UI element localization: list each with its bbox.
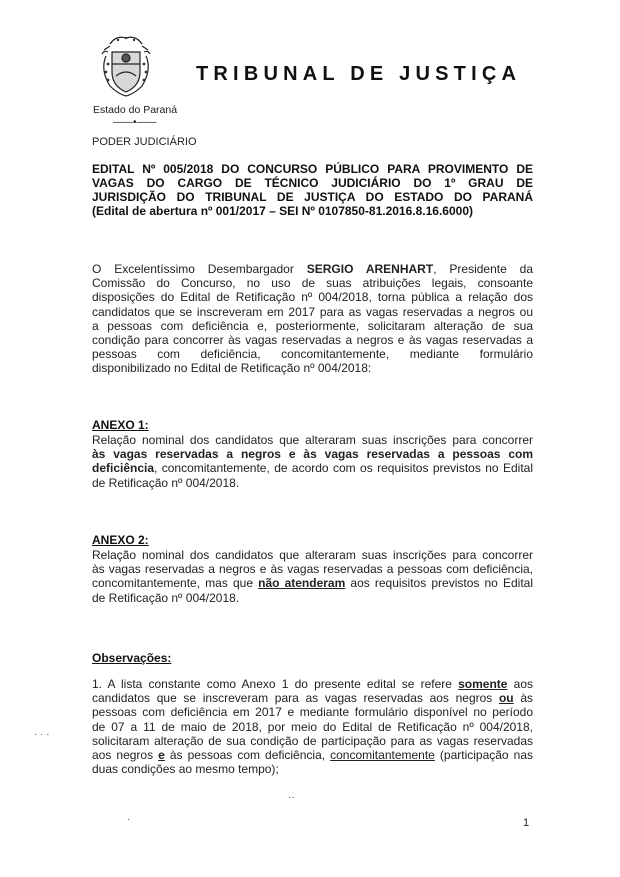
text-line: às vagas reservadas a negros e às vagas reservadas a pessoas com xyxy=(92,447,533,462)
title-line: VAGAS DO CARGO DE TÉCNICO JUDICIÁRIO DO 1º GRAU DE xyxy=(92,176,533,190)
text-line: de 07 a 11 de maio de 2018, por meio do Edital de Retificação nº 004/2018, xyxy=(92,719,533,734)
scan-mark: · · · xyxy=(34,729,50,740)
parana-coat-of-arms-icon xyxy=(96,34,156,100)
ornament-divider: ——•—— xyxy=(113,117,157,128)
court-name: TRIBUNAL DE JUSTIÇA xyxy=(196,63,522,85)
text-line: Relação nominal dos candidatos que alteraram suas inscrições para concorrer xyxy=(92,433,533,447)
title-line: JURISDIÇÃO DO TRIBUNAL DE JUSTIÇA DO ESTADO DO PARANÁ xyxy=(92,190,533,204)
intro-paragraph xyxy=(92,262,533,376)
observation-item-1 xyxy=(92,677,533,776)
observations-heading: Observações: xyxy=(92,651,172,665)
text-line: disponibilizado no Edital de Retificação nº 004/2018: xyxy=(92,361,372,376)
not-met-emphasis: não atenderam xyxy=(258,576,346,591)
text-line: de Retificação nº 004/2018. xyxy=(92,475,240,490)
judicial-power-label: PODER JUDICIÁRIO xyxy=(92,136,197,148)
edital-title xyxy=(92,162,533,218)
text-line: candidatos que se inscreveram em 2017 para as vagas reservadas a negros ou xyxy=(92,304,533,319)
text-line: a pessoas com deficiência e, posteriormente, solicitaram alteração de sua xyxy=(92,318,533,333)
title-line: (Edital de abertura nº 001/2017 – SEI Nº 0107850-81.2016.8.16.6000) xyxy=(92,204,473,218)
text-line: solicitaram alteração de sua condição de participação para as vagas reservadas xyxy=(92,733,533,748)
text-line: condição para concorrer às vagas reservadas a negros e às vagas reservadas a xyxy=(92,333,533,348)
scan-mark: · xyxy=(127,814,131,825)
text-line: às vagas reservadas a negros e às vagas reservadas a pessoas com deficiência, xyxy=(92,562,533,577)
annex1-heading: ANEXO 1: xyxy=(92,418,149,432)
text-line: pessoas com deficiência em 2017 e mediante formulário disponível no período xyxy=(92,705,533,720)
text-line: aos negros e às pessoas com deficiência, concomitantemente (participação nas xyxy=(92,748,533,763)
text-line: de Retificação nº 004/2018. xyxy=(92,590,240,605)
annex2-paragraph xyxy=(92,548,533,605)
text-line: pessoas com deficiência, concomitantemente, mediante formulário xyxy=(92,347,533,362)
annex1-paragraph xyxy=(92,433,533,490)
page-number: 1 xyxy=(523,817,530,829)
text-line: deficiência, concomitantemente, de acordo com os requisitos previstos no Edital xyxy=(92,461,533,476)
president-name: SERGIO ARENHART xyxy=(306,262,434,276)
annex2-heading: ANEXO 2: xyxy=(92,533,149,547)
text-line: disposições do Edital de Retificação nº 004/2018, torna pública a relação dos xyxy=(92,290,533,305)
text-line: 1. A lista constante como Anexo 1 do presente edital se refere somente aos xyxy=(92,677,533,691)
text-line: concomitantemente, mas que não atenderam aos requisitos previstos no Edital xyxy=(92,576,533,591)
scan-mark: ·· xyxy=(288,792,295,803)
text-line: O Excelentíssimo Desembargador SERGIO ARENHART, Presidente da xyxy=(92,262,534,276)
text-line: duas condições ao mesmo tempo); xyxy=(92,762,279,777)
text-line: candidatos que se inscreveram para as vagas reservadas aos negros ou às xyxy=(92,691,533,706)
text-line: Comissão do Concurso, no uso de suas atribuições legais, consoante xyxy=(92,276,533,291)
state-caption: Estado do Paraná xyxy=(93,104,178,116)
text-line: Relação nominal dos candidatos que alteraram suas inscrições para concorrer xyxy=(92,548,533,562)
title-line: EDITAL Nº 005/2018 DO CONCURSO PÚBLICO PARA PROVIMENTO DE xyxy=(92,162,533,176)
